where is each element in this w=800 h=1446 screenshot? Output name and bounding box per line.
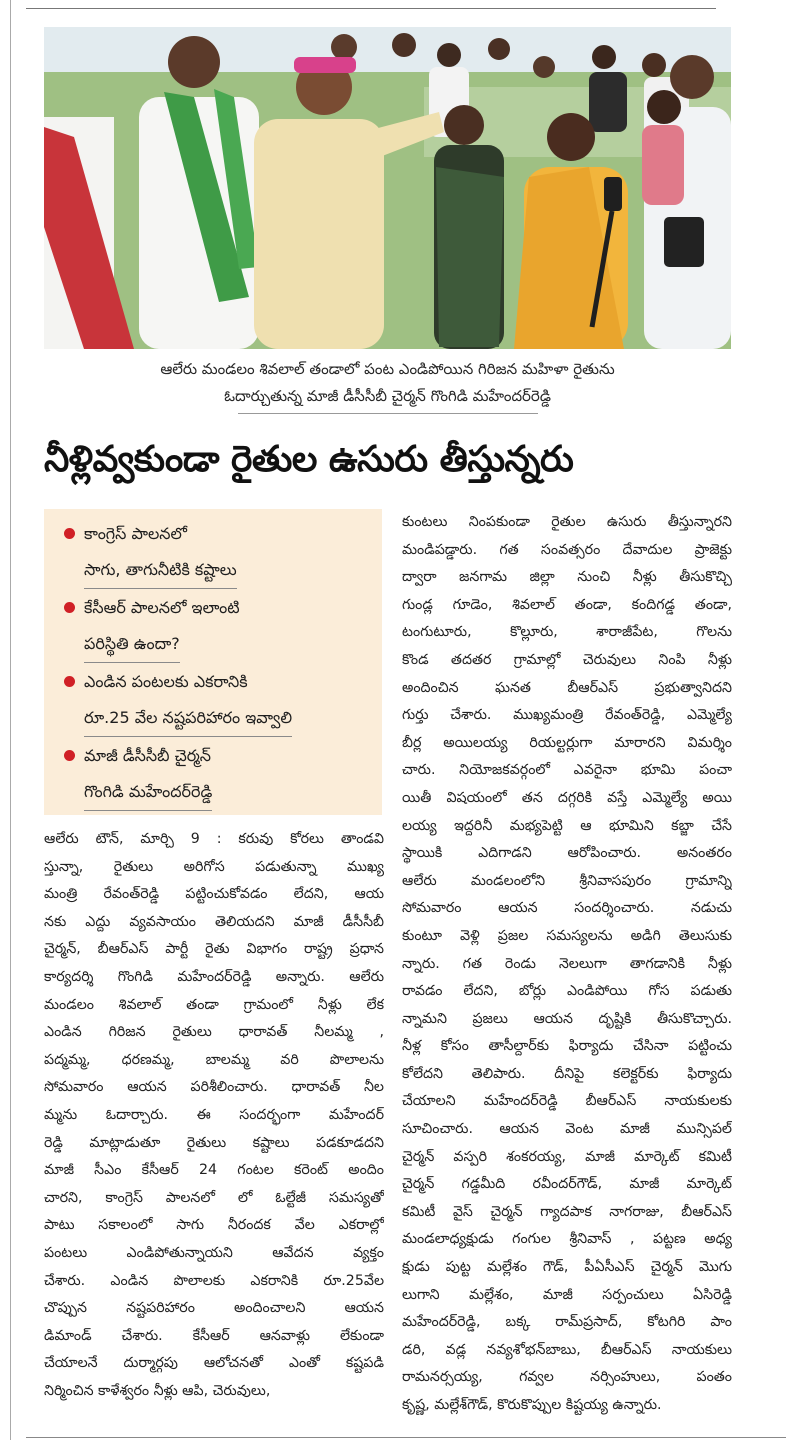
- highlight-item: [62, 663, 368, 737]
- body-line: చేశారు. ఎండిన పొలాలకు ఎకరానికి రూ.25వేల: [44, 1272, 384, 1289]
- body-line: గుండ్ల గూడెం, శివలాల్ తండా, కందిగడ్డ తండా,: [402, 596, 732, 613]
- body-line: చేయాలనే దుర్మార్గపు ఆలోచనతో ఎంతో కష్టపడి: [44, 1355, 384, 1372]
- body-line: ఆలేరు మండలంలోని శ్రీనివాసపురం గ్రామాన్ని: [402, 872, 732, 889]
- body-line: నీళ్ల కోసం తాసీల్దార్‌కు ఫిర్యాదు చేసినా పట్టించు: [402, 1038, 732, 1055]
- highlight-line: సాగు, తాగునీటికి కష్టాలు: [84, 552, 237, 589]
- body-line: క్షుడు పుట్ట మల్లేశం గౌడ్, పీఏసీఎస్ చైర్మన్ మొగు: [402, 1259, 732, 1276]
- body-column-right: [402, 509, 732, 1420]
- body-column-left: [44, 826, 384, 1405]
- body-line: చైర్మన్, బీఆర్‌ఎస్ పార్టీ రైతు విభాగం రాష్ట్ర ప్రధాన: [44, 941, 384, 958]
- highlight-item: [62, 589, 368, 663]
- body-line: అందించిన ఘనత బీఆర్‌ఎస్ ప్రభుత్వానిదని: [402, 679, 732, 696]
- highlight-line: కేసీఆర్ పాలనలో ఇలాంటి: [84, 598, 240, 617]
- caption-line-1: ఆలేరు మండలం శివలాల్ తండాలో పంట ఎండిపోయిన గిరిజన మహిళా రైతును: [160, 360, 615, 378]
- body-line: న్నామని ప్రజలు ఆయన దృష్టికి తీసుకొచ్చారు.: [402, 1010, 732, 1027]
- bullet-icon: [64, 528, 75, 539]
- body-line: చారని, కాంగ్రెస్ పాలనలో లో ఓల్టేజీ సమస్యతో: [44, 1189, 384, 1206]
- body-line: కొండ తదతర గ్రామాల్లో చెరువులు నింపి నీళ్లు: [402, 651, 732, 668]
- caption-line-2: ఓదార్చుతున్న మాజీ డీసీసీబీ చైర్మన్ గొంగిడి మహేందర్‌రెడ్డి: [224, 387, 551, 405]
- photo-caption: [44, 356, 731, 410]
- body-line: కుంటలు నింపకుండా రైతుల ఉసురు తీస్తున్నారని: [402, 514, 732, 530]
- body-line: గుర్తు చేశారు. ముఖ్యమంత్రి రేవంత్‌రెడ్డి, ఎమ్మెల్యే: [402, 707, 732, 724]
- body-line: మండలం శివలాల్ తండా గ్రామంలో నీళ్లు లేక: [44, 996, 384, 1013]
- body-line: కమిటీ వైస్ చైర్మన్ గ్యాదపాక నాగరాజు, బీఆర్‌ఎస్: [402, 1203, 732, 1220]
- highlight-item: [62, 737, 368, 811]
- body-line: కృష్ణ, మల్లేశ్‌గౌడ్, కొరుకొప్పుల కిష్టయ్య ఉన్నారు.: [402, 1397, 662, 1413]
- body-line: బీర్ల అయిలయ్య రియల్టర్లుగా మారారని విమర్శిం: [402, 734, 732, 751]
- bullet-icon: [64, 676, 75, 687]
- body-line: పాటు సకాలంలో సాగు నీరందక వేల ఎకరాల్లో: [44, 1217, 384, 1234]
- body-line: టంగుటూరు, కొల్లూరు, శారాజీపేట, గొలను: [402, 624, 732, 641]
- body-line: నిర్మించిన కాళేశ్వరం నీళ్లు ఆపి, చెరువులు,: [44, 1382, 271, 1399]
- highlight-line: మాజీ డీసీసీబీ చైర్మన్: [84, 746, 212, 765]
- body-line: కుంటూ వెళ్లి ప్రజల సమస్యలను అడిగి తెలుసుకు: [402, 927, 732, 944]
- body-line: నకు ఎద్దు వ్యవసాయం తెలియదని మాజీ డీసీసీబీ: [44, 913, 384, 930]
- body-line: చేయాలని మహేందర్‌రెడ్డి బీఆర్‌ఎస్ నాయకులకు: [402, 1093, 732, 1110]
- highlight-line: ఎండిన పంటలకు ఎకరానికి: [84, 672, 248, 691]
- body-line: రావడం లేదని, బోర్లు ఎండిపోయి గోస పడుతు: [402, 983, 732, 1000]
- bottom-rule: [26, 1437, 786, 1438]
- body-line: పంటలు ఎండిపోతున్నాయని ఆవేదన వ్యక్తం: [44, 1244, 384, 1261]
- news-photo: [44, 27, 731, 349]
- body-line: లయ్య ఇద్దరినీ మభ్యపెట్టి ఆ భూమిని కబ్జా చేసే: [402, 817, 732, 834]
- bullet-icon: [64, 750, 75, 761]
- caption-underline: [238, 413, 538, 414]
- highlight-line: పరిస్థితి ఉందా?: [84, 626, 180, 663]
- body-line: డిమాండ్ చేశారు. కేసీఆర్ ఆనవాళ్లు లేకుండా: [44, 1327, 384, 1344]
- body-line: కోలేదని తెలిపారు. దీనిపై కలెక్టర్‌కు ఫిర్యాదు: [402, 1065, 732, 1082]
- highlight-line: గొంగిడి మహేందర్‌రెడ్డి: [84, 774, 212, 811]
- body-line: మాజీ సీఎం కేసీఆర్ 24 గంటల కరెంట్ అందిం: [44, 1162, 384, 1179]
- body-line: మండిపడ్డారు. గత సంవత్సరం దేవాదుల ప్రాజెక్టు: [402, 541, 732, 558]
- highlight-line: కాంగ్రెస్ పాలనలో: [84, 524, 187, 543]
- body-line: స్తున్నా, రైతులు అరిగోస పడుతున్నా ముఖ్య: [44, 858, 384, 875]
- highlight-line: రూ.25 వేల నష్టపరిహారం ఇవ్వాలి: [84, 700, 292, 737]
- body-line: యితీ విషయంలో తన దగ్గరికి వస్తే ఎమ్మెల్యే అయి: [402, 789, 732, 806]
- body-line: మహేందర్‌రెడ్డి, బక్క రామ్‌ప్రసాద్, కోటగిరి పాం: [402, 1314, 732, 1331]
- bullet-icon: [64, 602, 75, 613]
- body-line: సోమవారం ఆయన సందర్శించారు. నడుచు: [402, 900, 732, 917]
- highlight-item: [62, 515, 368, 589]
- body-line: చొప్పున నష్టపరిహారం అందించాలని ఆయన: [44, 1300, 384, 1317]
- body-line: సూచించారు. ఆయన వెంట మాజీ మున్సిపల్: [402, 1121, 732, 1138]
- body-line: మ్మను ఓదార్చారు. ఈ సందర్భంగా మహేందర్: [44, 1106, 384, 1123]
- body-line: రామనర్సయ్య, గవ్వల నర్సింహులు, పంతం: [402, 1369, 732, 1386]
- body-line: కార్యదర్శి గొంగిడి మహేందర్‌రెడ్డి అన్నారు. ఆలేరు: [44, 968, 384, 985]
- body-line: రెడ్డి మాట్లాడుతూ రైతులు కష్టాలు పడకూడదని: [44, 1134, 384, 1151]
- body-line: చైర్మన్ గడ్డమీది రవీందర్‌గౌడ్, మాజీ మార్కెట్: [402, 1176, 732, 1193]
- body-line: చారు. నియోజకవర్గంలో ఎవరైనా భూమి పంచా: [402, 762, 732, 779]
- body-line: మంత్రి రేవంత్‌రెడ్డి పట్టించుకోవడం లేదని, ఆయ: [44, 886, 384, 903]
- body-line: లుగాని మల్లేశం, మాజీ సర్పంచులు ఏసిరెడ్డి: [402, 1286, 732, 1303]
- body-line: ఎండిన గిరిజన రైతులు ధారావత్ నీలమ్మ ,: [44, 1024, 384, 1041]
- body-line: న్నారు. గత రెండు నెలలుగా తాగడానికి నీళ్లు: [402, 955, 732, 972]
- headline: నీళ్లివ్వకుండా రైతుల ఉసురు తీస్తున్నరు: [44, 439, 574, 480]
- highlight-box: [44, 509, 382, 815]
- body-line: మండలాధ్యక్షుడు గంగుల శ్రీనివాస్ , పట్టణ అధ్య: [402, 1231, 732, 1248]
- body-line: సోమవారం ఆయన పరిశీలించారు. ధారావత్ నీల: [44, 1079, 384, 1096]
- page-edge-rule: [10, 0, 11, 1440]
- body-line: డరి, వడ్ల నవ్యశోభన్‌బాబు, బీఆర్‌ఎస్ నాయకులు: [402, 1341, 732, 1358]
- body-line: చైర్మన్ వస్పరి శంకరయ్య, మాజీ మార్కెట్ కమిటీ: [402, 1148, 732, 1165]
- body-line: ఆలేరు టౌన్, మార్చి 9 : కరువు కోరలు తాండవి: [44, 831, 384, 847]
- top-rule: [26, 8, 716, 9]
- body-line: స్థాయికి ఎదిగాడని ఆరోపించారు. అనంతరం: [402, 845, 732, 862]
- photo-icon: [44, 27, 731, 349]
- body-line: ద్వారా జనగామ జిల్లా నుంచి నీళ్లు తీసుకొచ్చి: [402, 569, 732, 586]
- body-line: పద్మమ్మ, ధరణమ్మ, బాలమ్మ వరి పొలాలను: [44, 1051, 384, 1068]
